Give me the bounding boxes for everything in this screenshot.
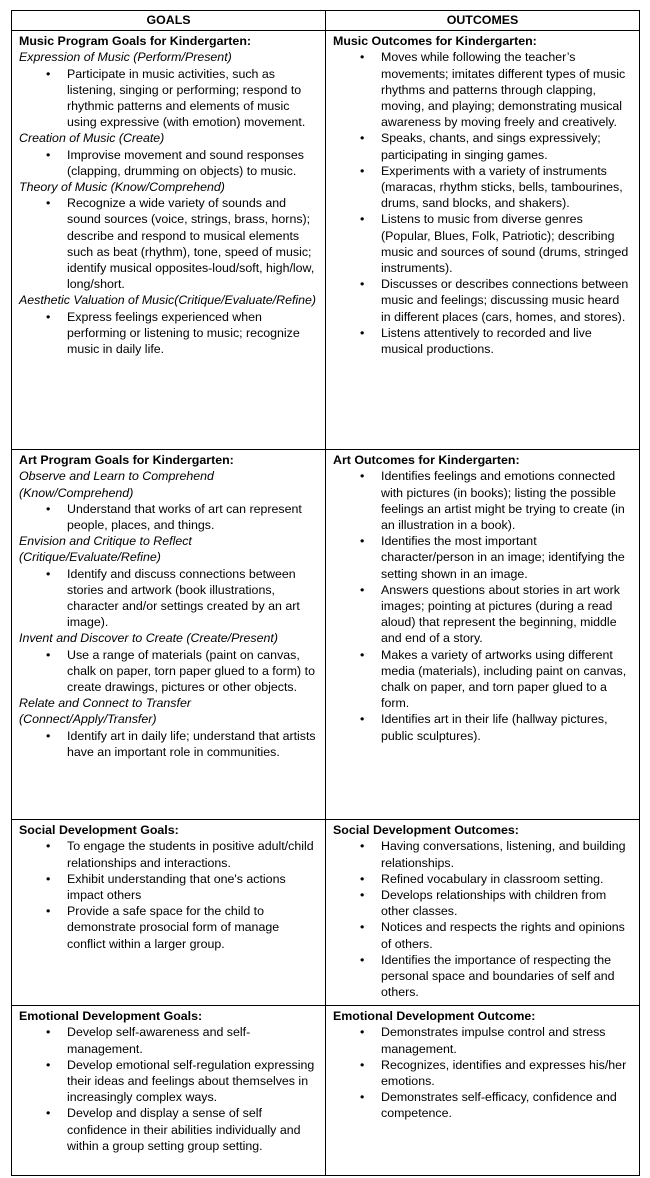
emotional-outcomes-cell: [326, 1006, 640, 1176]
art-goal-list: [19, 647, 318, 696]
social-goals-cell: [12, 820, 326, 1006]
list-item: • Refined vocabulary in classroom setting.: [381, 871, 632, 887]
music-goal-list: [19, 147, 318, 179]
list-item: • Identifies the importance of respecting the personal space and boundaries of self and others.: [381, 952, 632, 1001]
list-item: • Understand that works of art can represent people, places, and things.: [67, 501, 318, 533]
list-item: • Recognize a wide variety of sounds and sound sources (voice, strings, brass, horns); describe and respond to musical elements such as beat (rhythm), tone, speed of music; identify musical opposites-loud/soft, high/low, long/short.: [67, 195, 318, 292]
list-item: • Identifies feelings and emotions connected with pictures (in books); listing the possible feelings an artist might be trying to create (in an illustration in a book).: [381, 468, 632, 533]
list-item: • Speaks, chants, and sings expressively; participating in singing games.: [381, 130, 632, 162]
list-item: • Express feelings experienced when performing or listening to music; recognize music in daily life.: [67, 309, 318, 358]
emotional-outcomes-title: Emotional Development Outcome:: [333, 1009, 536, 1024]
list-item: • Discusses or describes connections between music and feelings; discussing music heard in different places (cars, homes, and stores).: [381, 276, 632, 325]
social-goals-title: Social Development Goals:: [19, 823, 179, 838]
list-item: • Identifies the most important character/person in an image; identifying the setting shown in an image.: [381, 533, 632, 582]
music-goal-list: [19, 66, 318, 131]
social-outcome-list: [333, 838, 632, 1000]
list-item: • Develop emotional self-regulation expressing their ideas and feelings about themselves in increasingly complex ways.: [67, 1057, 318, 1106]
list-item: • Having conversations, listening, and building relationships.: [381, 838, 632, 870]
music-goal-subheading: Aesthetic Valuation of Music(Critique/Evaluate/Refine): [19, 293, 317, 308]
list-item: • Provide a safe space for the child to demonstrate prosocial form of manage conflict within a larger group.: [67, 903, 318, 952]
art-goal-subheading: Invent and Discover to Create (Create/Present): [19, 631, 278, 646]
emotional-goal-list: [19, 1024, 318, 1154]
list-item: • Improvise movement and sound responses (clapping, drumming on objects) to music.: [67, 147, 318, 179]
list-item: • Notices and respects the rights and opinions of others.: [381, 919, 632, 951]
social-goal-list: [19, 838, 318, 951]
art-goal-subheading: Envision and Critique to Reflect (Critique/Evaluate/Refine): [19, 534, 192, 565]
outcomes-header: OUTCOMES: [326, 11, 640, 31]
music-goal-subheading: Expression of Music (Perform/Present): [19, 50, 232, 65]
music-goals-title: Music Program Goals for Kindergarten:: [19, 34, 252, 49]
art-outcomes-cell: [326, 450, 640, 820]
list-item: • Use a range of materials (paint on canvas, chalk on paper, torn paper glued to a form) to create drawings, pictures or other objects.: [67, 647, 318, 696]
art-goal-subheading: Relate and Connect to Transfer (Connect/Apply/Transfer): [19, 696, 191, 727]
music-goal-subheading: Theory of Music (Know/Comprehend): [19, 180, 225, 195]
list-item: • Develop and display a sense of self confidence in their abilities individually and within a group setting group setting.: [67, 1105, 318, 1154]
header-row: [12, 11, 640, 31]
art-goals-cell: [12, 450, 326, 820]
list-item: • To engage the students in positive adult/child relationships and interactions.: [67, 838, 318, 870]
list-item: • Identify and discuss connections between stories and artwork (book illustrations, character and/or settings created by an art image).: [67, 566, 318, 631]
list-item: • Develops relationships with children from other classes.: [381, 887, 632, 919]
list-item: • Makes a variety of artworks using different media (materials), including paint on canvas, chalk on paper, and torn paper glued to a form.: [381, 647, 632, 712]
social-outcomes-cell: [326, 820, 640, 1006]
music-goal-list: [19, 195, 318, 292]
art-goals-title: Art Program Goals for Kindergarten:: [19, 453, 234, 468]
list-item: • Demonstrates self-efficacy, confidence and competence.: [381, 1089, 632, 1121]
list-item: • Identify art in daily life; understand that artists have an important role in communities.: [67, 728, 318, 760]
emotional-goals-cell: [12, 1006, 326, 1176]
list-item: • Participate in music activities, such as listening, singing or performing; respond to rhythmic patterns and elements of music using expressive (with emotion) movement.: [67, 66, 318, 131]
list-item: • Experiments with a variety of instruments (maracas, rhythm sticks, bells, tambourines, drums, sand blocks, and shakers).: [381, 163, 632, 212]
list-item: • Develop self-awareness and self-management.: [67, 1024, 318, 1056]
emotional-row: [12, 1006, 640, 1176]
list-item: • Demonstrates impulse control and stress management.: [381, 1024, 632, 1056]
art-outcome-list: [333, 468, 632, 743]
emotional-outcome-list: [333, 1024, 632, 1121]
list-item: • Listens attentively to recorded and live musical productions.: [381, 325, 632, 357]
social-outcomes-title: Social Development Outcomes:: [333, 823, 519, 838]
music-goal-subheading: Creation of Music (Create): [19, 131, 165, 146]
social-row: [12, 820, 640, 1006]
art-outcomes-title: Art Outcomes for Kindergarten:: [333, 453, 520, 468]
list-item: • Listens to music from diverse genres (Popular, Blues, Folk, Patriotic); describing music and sources of sound (drums, stringed instruments).: [381, 211, 632, 276]
list-item: • Exhibit understanding that one's actions impact others: [67, 871, 318, 903]
emotional-goals-title: Emotional Development Goals:: [19, 1009, 203, 1024]
goals-header: GOALS: [12, 11, 326, 31]
art-goal-list: [19, 566, 318, 631]
list-item: • Moves while following the teacher’s movements; imitates different types of music rhythms and patterns through clapping, moving, and playing; demonstrating musical awareness by moving freely and creatively.: [381, 49, 632, 130]
art-goal-subheading: Observe and Learn to Comprehend (Know/Comprehend): [19, 469, 214, 500]
list-item: • Recognizes, identifies and expresses his/her emotions.: [381, 1057, 632, 1089]
list-item: • Answers questions about stories in art work images; pointing at pictures (during a read aloud) that represent the beginning, middle and end of a story.: [381, 582, 632, 647]
music-outcome-list: [333, 49, 632, 357]
music-outcomes-title: Music Outcomes for Kindergarten:: [333, 34, 537, 49]
art-goal-list: [19, 501, 318, 533]
music-row: [12, 31, 640, 450]
goals-outcomes-table: [11, 10, 640, 1176]
music-goal-list: [19, 309, 318, 358]
music-goals-cell: [12, 31, 326, 450]
music-outcomes-cell: [326, 31, 640, 450]
list-item: • Identifies art in their life (hallway pictures, public sculptures).: [381, 711, 632, 743]
art-row: [12, 450, 640, 820]
art-goal-list: [19, 728, 318, 760]
